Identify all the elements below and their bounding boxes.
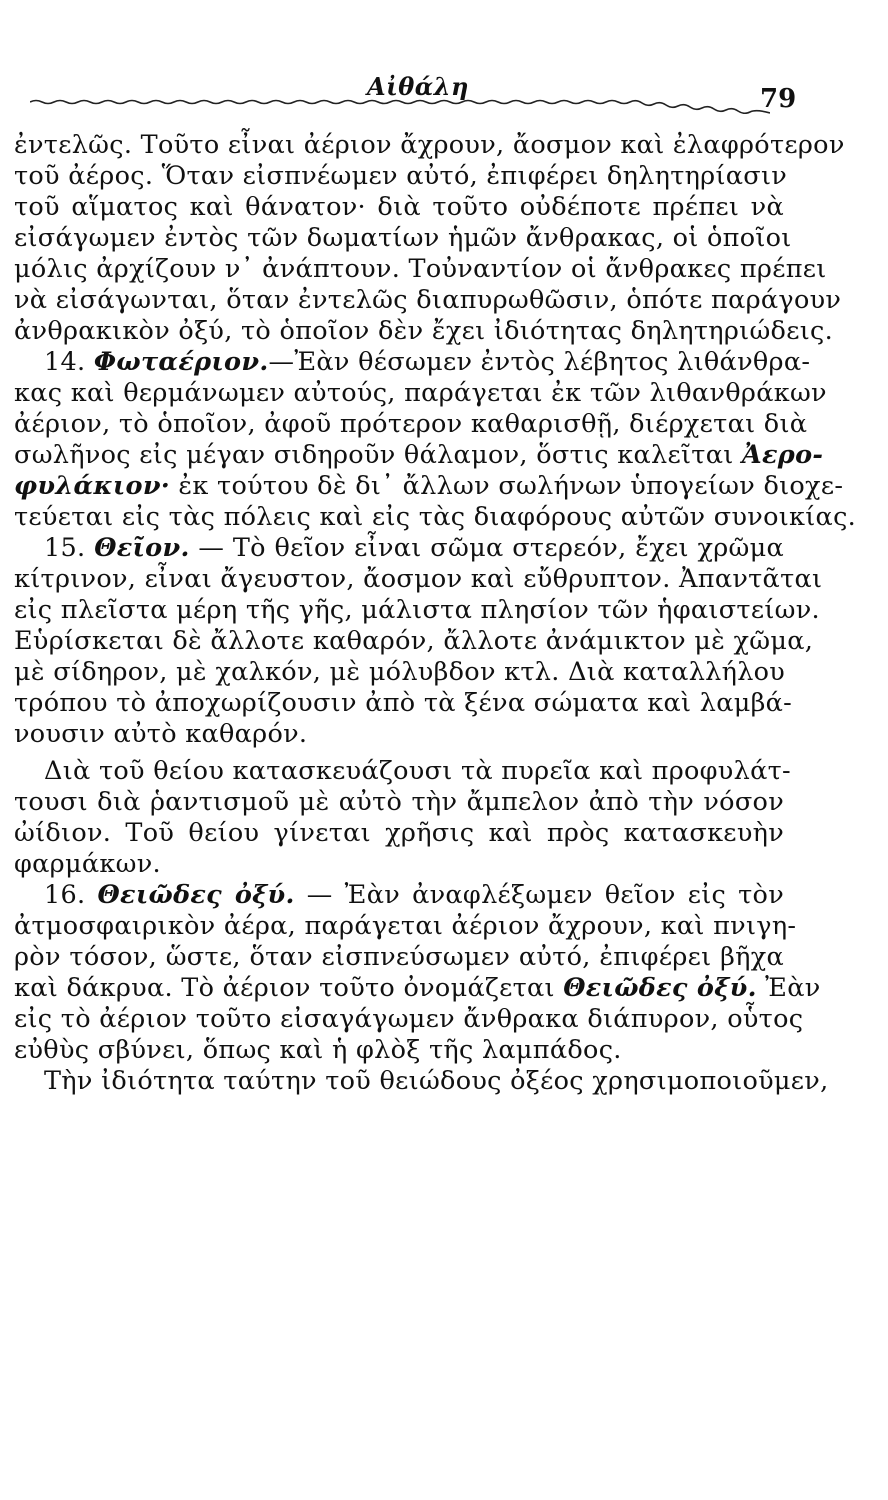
- body-text: [14, 130, 857, 1097]
- text-line: τρόπου τὸ ἀποχωρίζουσιν ἀπὸ τὰ ξένα σώματα καὶ λαμβά-: [14, 688, 793, 718]
- text-span: — Τὸ θεῖον εἶναι σῶμα στερεόν, ἔχει χρῶμα: [198, 533, 785, 563]
- text-span: σωλῆνος εἰς μέγαν σιδηροῦν θάλαμον, ὅστις καλεῖται: [14, 440, 734, 470]
- text-line: εἰς τὸ ἀέριον τοῦτο εἰσαγάγωμεν ἄνθρακα διάπυρον, οὗτος: [14, 1004, 804, 1034]
- text-line: Εὑρίσκεται δὲ ἄλλοτε καθαρόν, ἄλλοτε ἀνάμικτον μὲ χῶμα,: [14, 626, 814, 656]
- section-term: Θεῖον.: [94, 533, 190, 563]
- text-line: εἰς πλεῖστα μέρη τῆς γῆς, μάλιστα πλησίον τῶν ἡφαιστείων.: [14, 595, 820, 625]
- text-line: τουσι διὰ ῥαντισμοῦ μὲ αὐτὸ τὴν ἄμπελον ἀπὸ τὴν νόσον: [14, 787, 784, 817]
- text-line: ἀνθρακικὸν ὀξύ, τὸ ὁποῖον δὲν ἔχει ἰδιότητας δηλητηριώδεις.: [14, 316, 833, 346]
- text-line: τοῦ ἀέρος. Ὅταν εἰσπνέωμεν αὐτό, ἐπιφέρει δηλητηρίασιν: [14, 161, 788, 191]
- paragraph-15-start: [14, 533, 784, 564]
- paragraph-number: 14.: [44, 347, 86, 377]
- text-span: —Ἐὰν θέσωμεν ἐντὸς λέβητος λιθάνθρα-: [268, 347, 811, 377]
- paragraph-14-start: [14, 347, 811, 378]
- page-number: 79: [760, 84, 797, 114]
- text-span: — Ἐὰν ἀναφλέξωμεν θεῖον εἰς τὸν: [306, 880, 785, 910]
- text-line: ρὸν τόσον, ὥστε, ὅταν εἰσπνεύσωμεν αὐτό, ἐπιφέρει βῆχα: [14, 942, 784, 972]
- text-line: νουσιν αὐτὸ καθαρόν.: [14, 719, 308, 749]
- section-term: φυλάκιον·: [14, 471, 170, 501]
- header-wavy-rule: [30, 94, 770, 114]
- text-span: καὶ δάκρυα. Τὸ ἀέριον τοῦτο ὀνομάζεται: [14, 973, 555, 1003]
- paragraph-16-start: [14, 880, 784, 911]
- section-term: Ἀερο-: [741, 440, 824, 470]
- running-head-title: Αἰθάλη: [367, 72, 469, 101]
- section-term: Θειῶδες ὀξύ.: [97, 880, 295, 910]
- running-head: [0, 70, 888, 130]
- text-line: νὰ εἰσάγωνται, ὅταν ἐντελῶς διαπυρωθῶσιν, ὁπότε παράγουν: [14, 285, 842, 315]
- text-span: ἐκ τούτου δὲ δι᾽ ἄλλων σωλήνων ὑπογείων διοχε-: [178, 471, 844, 501]
- text-line: [14, 471, 844, 502]
- paragraph-number: 15.: [44, 533, 86, 563]
- text-line: μὲ σίδηρον, μὲ χαλκόν, μὲ μόλυβδον κτλ. Διὰ καταλλήλου: [14, 657, 786, 687]
- text-line: Διὰ τοῦ θείου κατασκευάζουσι τὰ πυρεῖα καὶ προφυλάτ-: [44, 756, 791, 786]
- text-line: ἀέριον, τὸ ὁποῖον, ἀφοῦ πρότερον καθαρισθῇ, διέρχεται διὰ: [14, 409, 808, 439]
- text-line: εὐθὺς σβύνει, ὅπως καὶ ἡ φλὸξ τῆς λαμπάδος.: [14, 1035, 622, 1065]
- text-line: ἀτμοσφαιρικὸν ἀέρα, παράγεται ἀέριον ἄχρουν, καὶ πνιγη-: [14, 911, 797, 941]
- text-line: Τὴν ἰδιότητα ταύτην τοῦ θειώδους ὀξέος χρησιμοποιοῦμεν,: [44, 1066, 829, 1096]
- text-line: ἐντελῶς. Τοῦτο εἶναι ἀέριον ἄχρουν, ἄοσμον καὶ ἐλαφρότερον: [14, 130, 845, 160]
- text-line: κας καὶ θερμάνωμεν αὐτούς, παράγεται ἐκ τῶν λιθανθράκων: [14, 378, 827, 408]
- text-line: εἰσάγωμεν ἐντὸς τῶν δωματίων ἡμῶν ἄνθρακας, οἱ ὁποῖοι: [14, 223, 792, 253]
- text-line: τοῦ αἵματος καὶ θάνατον· διὰ τοῦτο οὐδέποτε πρέπει νὰ: [14, 192, 784, 222]
- text-span: Ἐὰν: [765, 973, 821, 1003]
- section-term: Θειῶδες ὀξύ.: [563, 973, 757, 1003]
- text-line: κίτρινον, εἶναι ἄγευστον, ἄοσμον καὶ εὔθρυπτον. Ἀπαντᾶται: [14, 564, 823, 594]
- text-line: φαρμάκων.: [14, 849, 161, 879]
- paragraph-number: 16.: [44, 880, 86, 910]
- text-line: τεύεται εἰς τὰς πόλεις καὶ εἰς τὰς διαφόρους αὐτῶν συνοικίας.: [14, 502, 857, 532]
- text-line: ὠίδιον. Τοῦ θείου γίνεται χρῆσις καὶ πρὸς κατασκευὴν: [14, 818, 784, 848]
- text-line: μόλις ἀρχίζουν ν᾽ ἀνάπτουν. Τοὐναντίον οἱ ἄνθρακες πρέπει: [14, 254, 827, 284]
- text-line: [14, 440, 824, 471]
- text-line: [14, 973, 821, 1004]
- section-term: Φωταέριον.: [93, 347, 269, 377]
